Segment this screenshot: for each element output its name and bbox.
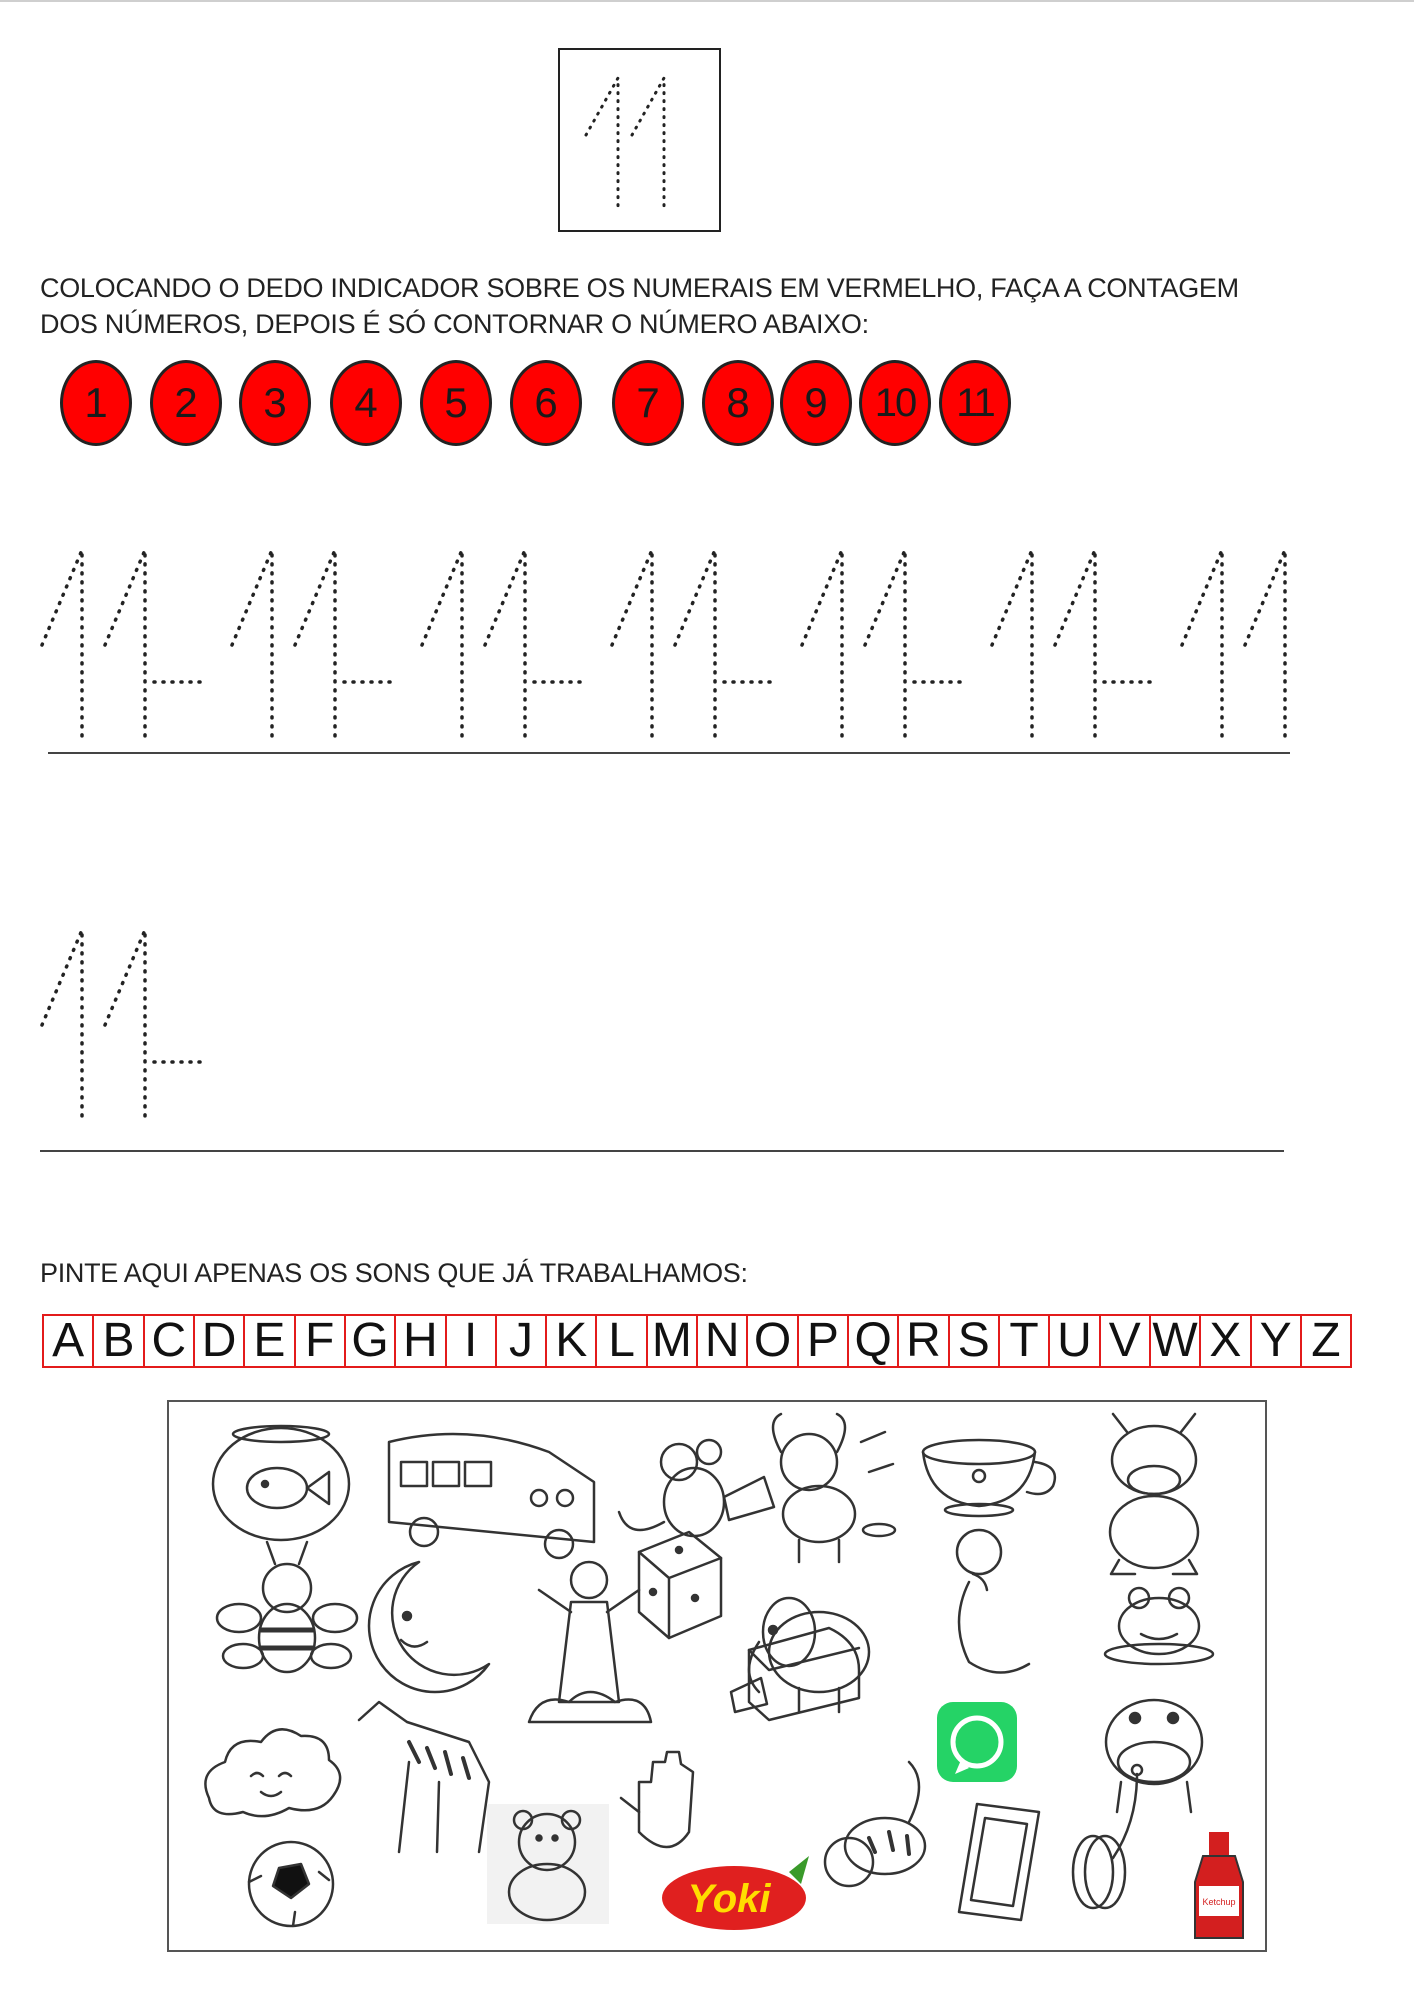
dotted-eleven-4: [612, 550, 777, 740]
dog-icon: [773, 1414, 895, 1562]
letter-cell-y[interactable]: Y: [1252, 1316, 1302, 1366]
jesus-icon: [529, 1562, 651, 1722]
letter-cell-u[interactable]: U: [1050, 1316, 1100, 1366]
letter-cell-e[interactable]: E: [245, 1316, 295, 1366]
letter-cell-h[interactable]: H: [396, 1316, 446, 1366]
letter-cell-v[interactable]: V: [1101, 1316, 1151, 1366]
letter-cell-w[interactable]: W: [1151, 1316, 1201, 1366]
letter-cell-k[interactable]: K: [547, 1316, 597, 1366]
zebra-icon: [359, 1702, 489, 1852]
number-circle-5: 5: [420, 360, 492, 446]
number-circle-6: 6: [510, 360, 582, 446]
seal-icon: [957, 1530, 1029, 1673]
dotted-eleven-5: [802, 550, 967, 740]
frog-icon: [1105, 1588, 1213, 1664]
letter-cell-s[interactable]: S: [950, 1316, 1000, 1366]
dotted-eleven-practice: [42, 930, 207, 1120]
teacup-icon: [923, 1440, 1055, 1516]
ketchup-label: Ketchup: [1202, 1897, 1236, 1907]
cloud-icon: [205, 1729, 340, 1816]
dice-icon: [639, 1532, 721, 1638]
letter-cell-z[interactable]: Z: [1311, 1314, 1341, 1367]
letter-cell-c[interactable]: C: [145, 1316, 195, 1366]
instruction-line-1: COLOCANDO O DEDO INDICADOR SOBRE OS NUMERAIS EM VERMELHO, FAÇA A CONTAGEM: [40, 273, 1239, 303]
number-circle-11: 11: [939, 360, 1011, 446]
whatsapp-icon: [937, 1702, 1017, 1782]
teddy-bear-icon: [487, 1804, 609, 1924]
bee-icon: [217, 1542, 357, 1672]
fishbowl-icon: [213, 1426, 349, 1540]
letter-cell-r[interactable]: R: [899, 1316, 949, 1366]
letter-cell-o[interactable]: O: [748, 1316, 798, 1366]
picture-box: [167, 1400, 1267, 1952]
dotted-eleven-6: [992, 550, 1157, 740]
letter-cell-j[interactable]: J: [497, 1316, 547, 1366]
yoki-label: Yoki: [687, 1877, 771, 1921]
hand-icon: [621, 1752, 693, 1847]
yoki-logo: [662, 1856, 809, 1930]
letter-cell-t[interactable]: T: [1000, 1316, 1050, 1366]
letter-cell-d[interactable]: D: [195, 1316, 245, 1366]
tracing-baseline-1: [48, 752, 1290, 754]
elephant-icon: [749, 1598, 869, 1712]
letter-cell-g[interactable]: G: [346, 1316, 396, 1366]
ball-icon: [249, 1842, 333, 1926]
letter-cell-b[interactable]: B: [94, 1316, 144, 1366]
yoyo-icon: [1073, 1765, 1142, 1908]
number-circle-2: 2: [150, 360, 222, 446]
letter-cell-m[interactable]: M: [648, 1316, 698, 1366]
dotted-eleven-1: [42, 550, 207, 740]
letter-cell-q[interactable]: Q: [849, 1316, 899, 1366]
tiger-icon: [825, 1762, 925, 1886]
number-circle-10: 10: [859, 360, 931, 446]
letter-cell-l[interactable]: L: [597, 1316, 647, 1366]
rug-icon: [959, 1804, 1039, 1920]
letter-cell-a[interactable]: A: [44, 1316, 94, 1366]
letter-cell-p[interactable]: P: [799, 1316, 849, 1366]
ketchup-icon: [1195, 1832, 1243, 1938]
picture-drawings: [169, 1402, 1269, 1954]
number-circle-4: 4: [330, 360, 402, 446]
mouse-icon: [619, 1440, 774, 1536]
tracing-baseline-2: [40, 1150, 1284, 1152]
number-circle-1: 1: [60, 360, 132, 446]
number-circle-8: 8: [702, 360, 774, 446]
number-circle-3: 3: [239, 360, 311, 446]
alphabet-instruction: PINTE AQUI APENAS OS SONS QUE JÁ TRABALHAMOS:: [40, 1258, 748, 1288]
instruction-line-2: DOS NÚMEROS, DEPOIS É SÓ CONTORNAR O NÚMERO ABAIXO:: [40, 309, 869, 339]
letter-cell-f[interactable]: F: [296, 1316, 346, 1366]
moon-icon: [369, 1562, 489, 1692]
number-circle-9: 9: [780, 360, 852, 446]
bus-icon: [389, 1434, 594, 1558]
number-circle-7: 7: [612, 360, 684, 446]
letter-cell-n[interactable]: N: [698, 1316, 748, 1366]
letter-cell-i[interactable]: I: [447, 1316, 497, 1366]
dotted-eleven-7: [1182, 550, 1285, 740]
hippo-icon: [1106, 1700, 1202, 1812]
letter-cell-x[interactable]: X: [1201, 1316, 1251, 1366]
dotted-eleven-3: [422, 550, 587, 740]
cow-icon: [1110, 1414, 1198, 1574]
dotted-eleven-2: [232, 550, 397, 740]
alphabet-grid: [42, 1314, 1352, 1368]
